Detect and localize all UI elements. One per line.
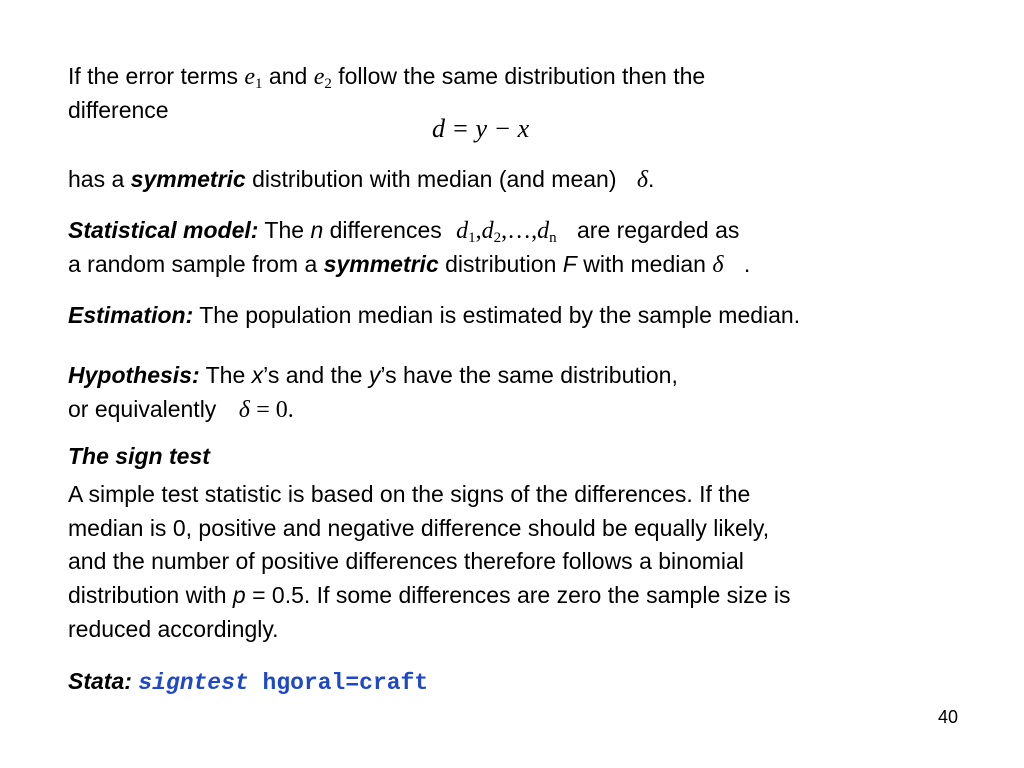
text-same-distribution: ’s have the same distribution, [380,362,678,388]
math-x: x [251,362,264,388]
text-or-equivalently: or equivalently [68,396,217,422]
stata-command-name: signtest [138,670,249,696]
page-number: 40 [938,707,959,727]
text-period: . [648,166,655,192]
math-delta: δ [712,252,724,278]
paragraph-or-equivalently [68,395,294,424]
paragraph-estimation [68,301,800,329]
text-distribution-with: distribution with [68,582,227,608]
paragraph-statistical-model [68,216,739,245]
paragraph-random-sample [68,250,750,279]
math-equals-zero: = 0. [256,397,294,423]
paragraph-hypothesis [68,361,678,389]
text-random-sample-from-a: a random sample from a [68,251,318,277]
label-hypothesis: Hypothesis: [68,362,200,388]
heading-sign-test: The sign test [68,443,210,469]
label-estimation: Estimation: [68,302,194,328]
text-sign-test-line-4 [68,581,791,609]
text-distribution-median-mean: distribution with median (and mean) [252,166,617,192]
text-s-and-the: ’s and the [263,362,363,388]
paragraph-symmetric-distribution [68,165,654,194]
text-with-median: with median [583,251,706,277]
text-sign-test-line-5: reduced accordingly. [68,616,279,642]
math-delta: δ [636,167,649,193]
text-and: and [268,63,308,89]
text-sign-test-line-3: and the number of positive differences therefore follows a binomial [68,548,744,574]
text-sign-test-line-1: A simple test statistic is based on the signs of the differences. If the [68,481,751,507]
text-follow-same-distribution: follow the same distribution then the [338,63,706,89]
text-estimation: The population median is estimated by the sample median. [199,302,801,328]
math-e1: $e_1$ [244,64,263,92]
text-has-a: has a [68,166,125,192]
emphasis-symmetric: symmetric [130,166,246,192]
math-d1-dn: $d_1,d_2,\dots,d_n$ [456,218,557,246]
text-if-error-terms: If the error terms [68,63,238,89]
stata-command [138,670,428,696]
paragraph-stata [68,667,428,697]
label-stata: Stata: [68,668,132,694]
label-statistical-model: Statistical model: [68,217,259,243]
stata-command-args: hgoral=craft [262,670,429,696]
text-the: The [264,217,305,243]
text-sign-test-line-2: median is 0, positive and negative difference should be equally likely, [68,515,770,541]
text-distribution: distribution [445,251,557,277]
text-the: The [205,362,246,388]
math-n: n [310,217,324,243]
text-differences: differences [329,217,442,243]
emphasis-symmetric: symmetric [323,251,439,277]
text-difference: difference [68,97,169,123]
text-p-equals-half: = 0.5. If some differences are zero the sample size is [252,582,791,608]
math-delta: δ [238,397,250,423]
math-e2: $e_2$ [313,64,332,92]
math-F: F [562,251,577,277]
math-p: p [232,582,246,608]
math-y: y [368,362,381,388]
text-period: . [743,251,751,277]
text-are-regarded-as: are regarded as [577,217,740,243]
equation-d-equals-y-minus-x: d = y − x [432,114,530,143]
paragraph-error-terms [68,62,705,91]
